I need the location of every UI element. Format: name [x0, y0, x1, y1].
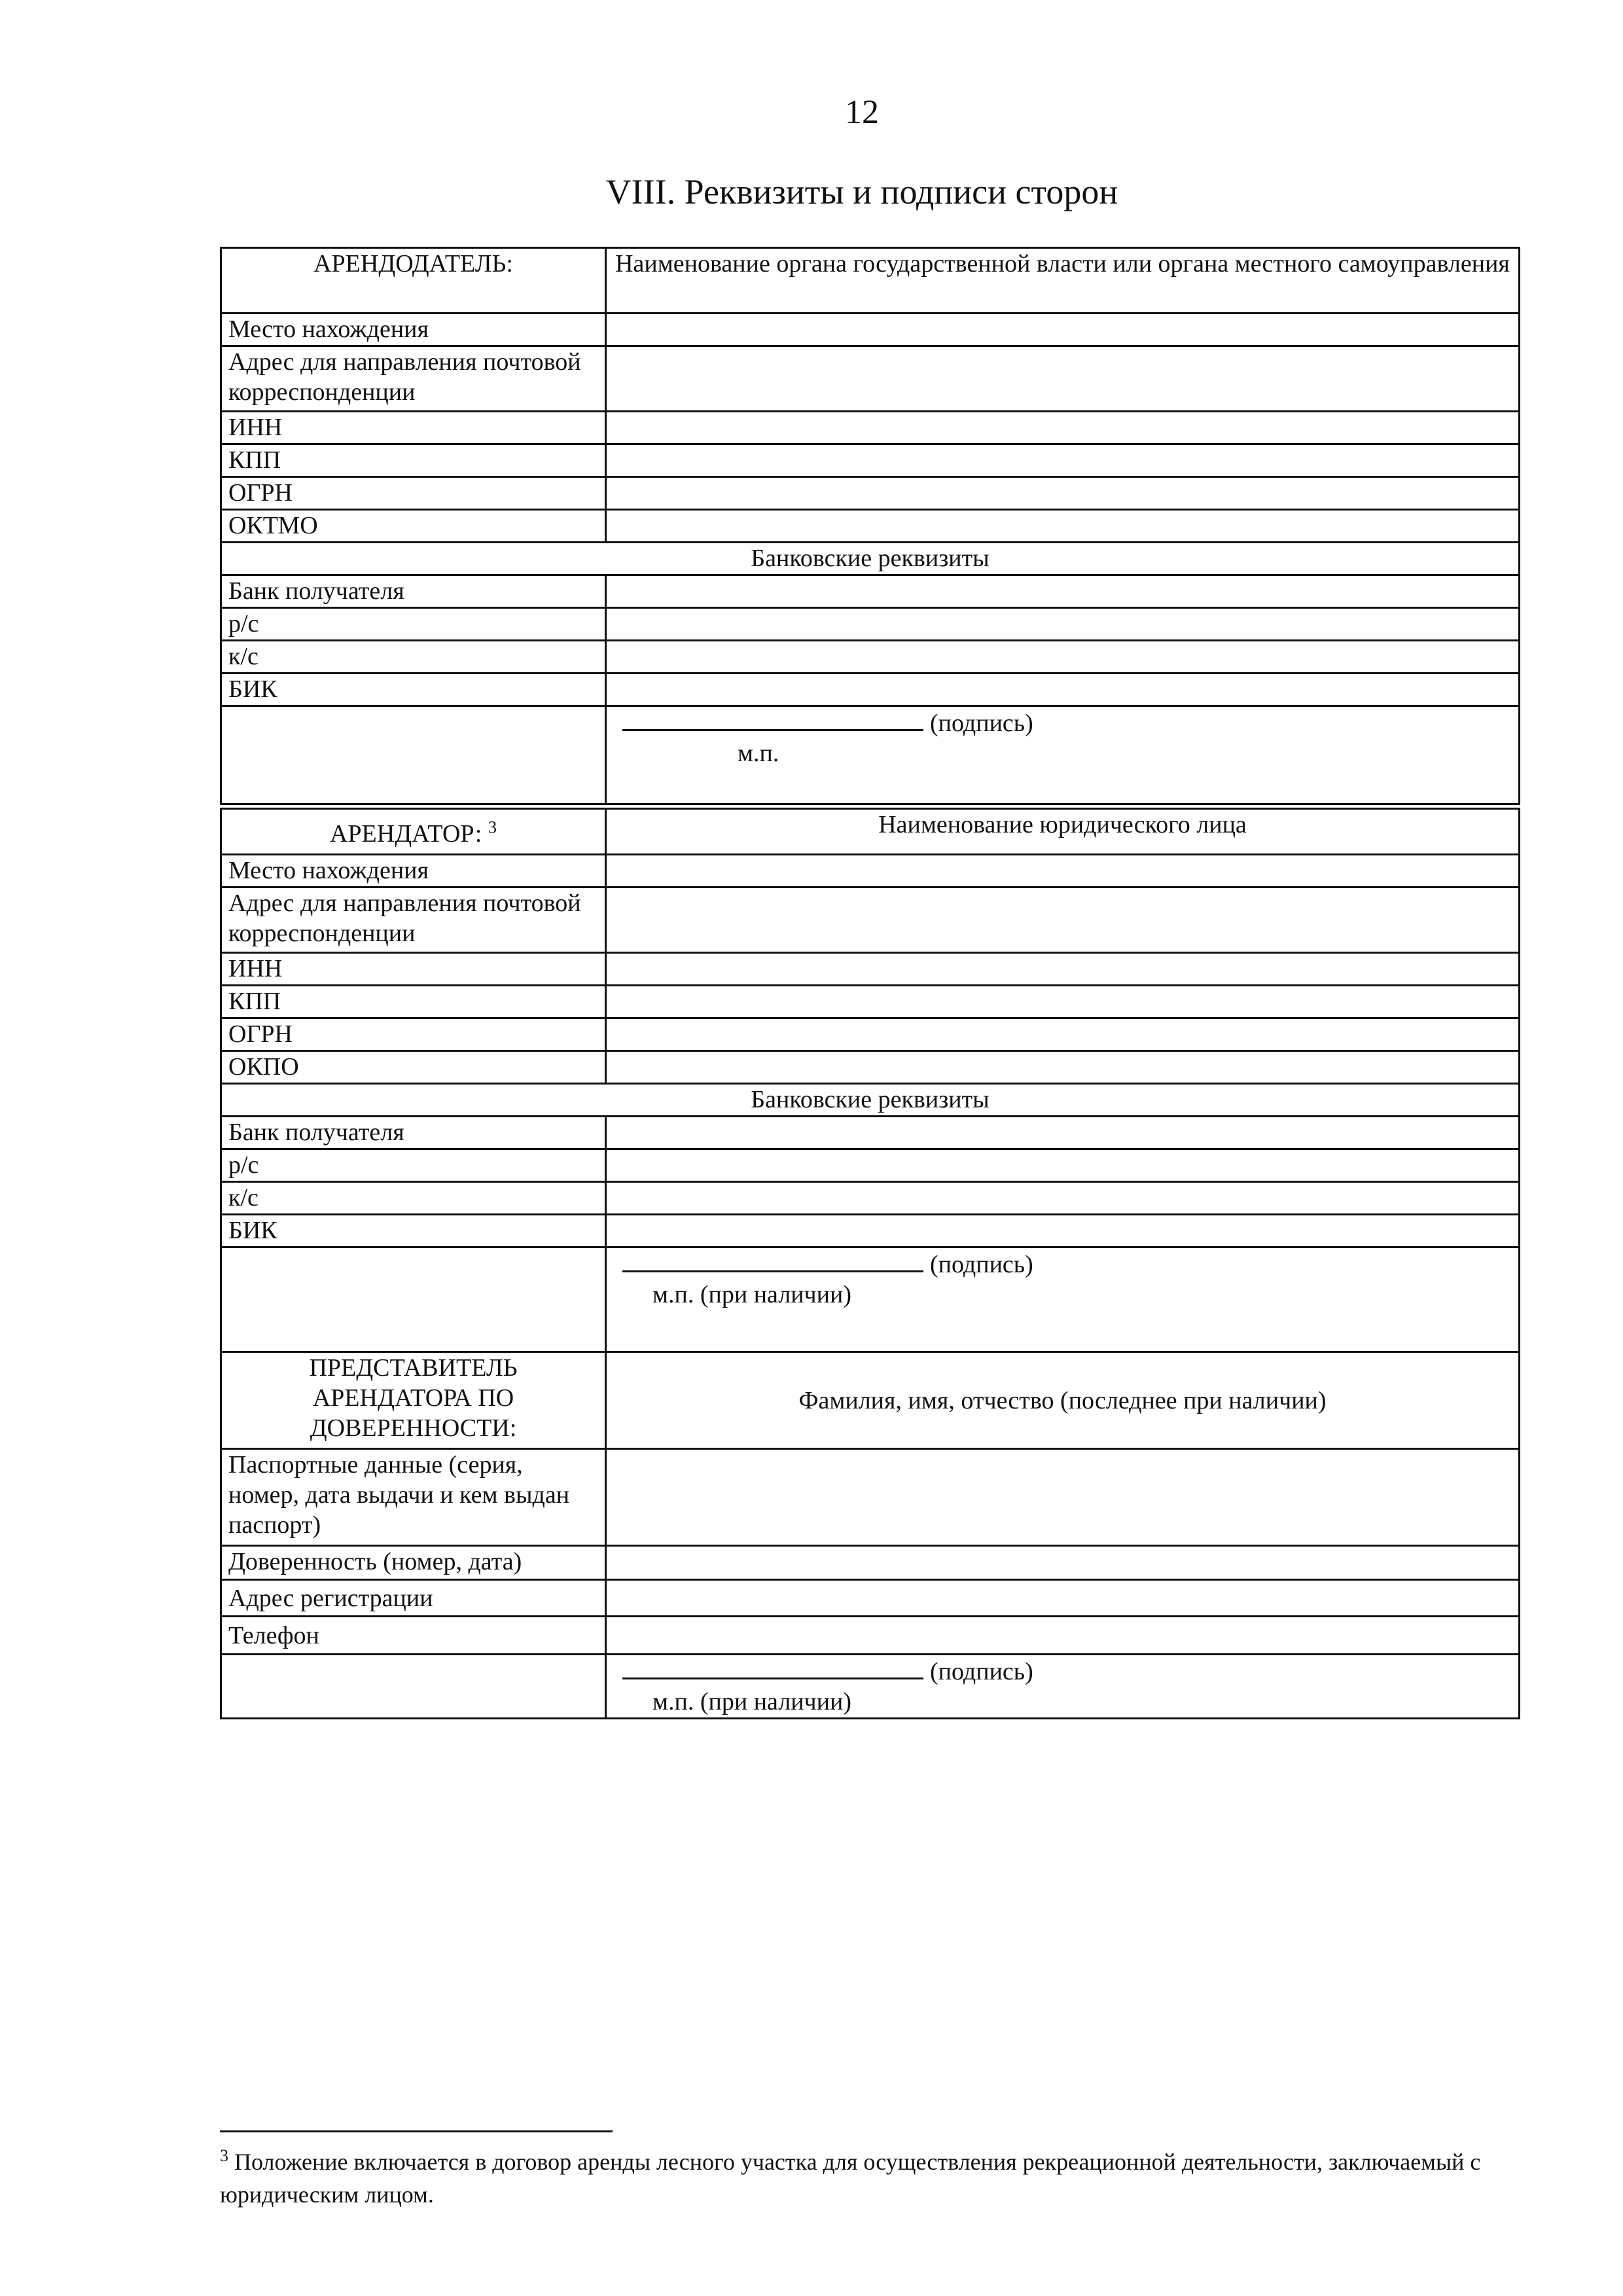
signature-line[interactable] — [622, 707, 923, 731]
field-label: ИНН — [221, 953, 606, 986]
tenant-table — [220, 808, 1520, 1719]
field-label: Место нахождения — [221, 314, 606, 346]
table-row — [221, 314, 1520, 346]
field-label: Адрес регистрации — [221, 1580, 606, 1617]
signature-cell — [606, 1655, 1520, 1719]
field-value[interactable] — [606, 608, 1520, 641]
signature-line[interactable] — [622, 1655, 923, 1679]
table-row — [221, 477, 1520, 510]
table-row — [221, 953, 1520, 986]
landlord-name-header: Наименование органа государственной власти или органа местного самоуправления — [606, 248, 1520, 314]
table-row — [221, 1215, 1520, 1247]
table-row — [221, 510, 1520, 543]
table-row — [221, 673, 1520, 706]
field-value[interactable] — [606, 641, 1520, 673]
field-value[interactable] — [606, 1617, 1520, 1655]
field-value[interactable] — [606, 1018, 1520, 1051]
field-value[interactable] — [606, 314, 1520, 346]
signature-cell — [606, 1247, 1520, 1352]
field-label: ОКТМО — [221, 510, 606, 543]
table-row — [221, 888, 1520, 953]
field-label: к/с — [221, 641, 606, 673]
field-value[interactable] — [606, 444, 1520, 477]
field-label: Банк получателя — [221, 1117, 606, 1149]
footnote-marker: 3 — [220, 2146, 228, 2165]
field-label: Банк получателя — [221, 575, 606, 608]
field-value[interactable] — [606, 1182, 1520, 1215]
signature-line[interactable] — [622, 1248, 923, 1272]
stamp-label: м.п. (при наличии) — [652, 1688, 851, 1715]
field-value[interactable] — [606, 1117, 1520, 1149]
table-row — [221, 1182, 1520, 1215]
field-value[interactable] — [606, 510, 1520, 543]
tenant-name-header: Наименование юридического лица — [606, 809, 1520, 855]
field-value[interactable] — [606, 1149, 1520, 1182]
table-row — [221, 1117, 1520, 1149]
signature-row — [221, 1247, 1520, 1352]
tenant-title-cell — [221, 809, 606, 855]
field-label: Доверенность (номер, дата) — [221, 1546, 606, 1580]
field-value[interactable] — [606, 888, 1520, 953]
bank-details-header: Банковские реквизиты — [221, 543, 1520, 575]
table-row — [221, 608, 1520, 641]
field-value[interactable] — [606, 855, 1520, 888]
tenant-header-row — [221, 809, 1520, 855]
table-row — [221, 1617, 1520, 1655]
field-value[interactable] — [606, 1449, 1520, 1546]
bank-details-header: Банковские реквизиты — [221, 1084, 1520, 1117]
field-label: Телефон — [221, 1617, 606, 1655]
field-label: КПП — [221, 986, 606, 1018]
field-value[interactable] — [606, 1051, 1520, 1084]
landlord-table — [220, 247, 1520, 805]
footnote-text: Положение включается в договор аренды лесного участка для осуществления рекреационной деятельности, заключаемый с юридическим лицом. — [220, 2149, 1481, 2208]
field-label: БИК — [221, 673, 606, 706]
field-value[interactable] — [606, 673, 1520, 706]
field-label: р/с — [221, 608, 606, 641]
table-row — [221, 986, 1520, 1018]
section-heading: VIII. Реквизиты и подписи сторон — [605, 172, 1118, 211]
field-label: Место нахождения — [221, 855, 606, 888]
field-label: Адрес для направления почтовой корреспонденции — [221, 888, 606, 953]
field-label: КПП — [221, 444, 606, 477]
field-value[interactable] — [606, 1215, 1520, 1247]
table-row — [221, 641, 1520, 673]
table-row — [221, 1149, 1520, 1182]
table-row — [221, 444, 1520, 477]
footnote — [220, 2145, 1522, 2211]
signature-row — [221, 1655, 1520, 1719]
stamp-label: м.п. — [738, 740, 779, 767]
field-value[interactable] — [606, 477, 1520, 510]
footnote-divider — [220, 2130, 613, 2132]
field-label: БИК — [221, 1215, 606, 1247]
page-number: 12 — [845, 94, 879, 131]
representative-name-header: Фамилия, имя, отчество (последнее при наличии) — [606, 1352, 1520, 1449]
field-label: ОГРН — [221, 477, 606, 510]
signature-label: (подпись) — [930, 1658, 1033, 1685]
field-label: к/с — [221, 1182, 606, 1215]
table-row — [221, 1546, 1520, 1580]
field-label: Адрес для направления почтовой корреспонденции — [221, 346, 606, 412]
field-label: р/с — [221, 1149, 606, 1182]
table-row — [221, 412, 1520, 444]
table-row — [221, 346, 1520, 412]
table-row — [221, 1580, 1520, 1617]
field-value[interactable] — [606, 346, 1520, 412]
signature-cell — [606, 706, 1520, 804]
signature-row — [221, 706, 1520, 804]
signature-label: (подпись) — [930, 709, 1033, 737]
bank-header-row — [221, 543, 1520, 575]
stamp-label: м.п. (при наличии) — [652, 1281, 851, 1308]
field-label: Паспортные данные (серия, номер, дата выдачи и кем выдан паспорт) — [221, 1449, 606, 1546]
field-label: ОГРН — [221, 1018, 606, 1051]
table-row — [221, 1051, 1520, 1084]
field-value[interactable] — [606, 953, 1520, 986]
field-value[interactable] — [606, 575, 1520, 608]
field-value[interactable] — [606, 1546, 1520, 1580]
landlord-header-row — [221, 248, 1520, 314]
signature-label: (подпись) — [930, 1251, 1033, 1278]
field-value[interactable] — [606, 1580, 1520, 1617]
table-row — [221, 855, 1520, 888]
tenant-title: АРЕНДАТОР: — [329, 820, 482, 848]
bank-header-row — [221, 1084, 1520, 1117]
representative-title: ПРЕДСТАВИТЕЛЬ АРЕНДАТОРА ПО ДОВЕРЕННОСТИ: — [221, 1352, 606, 1449]
table-row — [221, 575, 1520, 608]
field-value[interactable] — [606, 986, 1520, 1018]
table-row — [221, 1449, 1520, 1546]
landlord-title: АРЕНДОДАТЕЛЬ: — [221, 248, 606, 314]
footnote-ref[interactable]: 3 — [488, 817, 497, 837]
field-label: ОКПО — [221, 1051, 606, 1084]
field-label: ИНН — [221, 412, 606, 444]
field-value[interactable] — [606, 412, 1520, 444]
representative-header-row — [221, 1352, 1520, 1449]
table-row — [221, 1018, 1520, 1051]
